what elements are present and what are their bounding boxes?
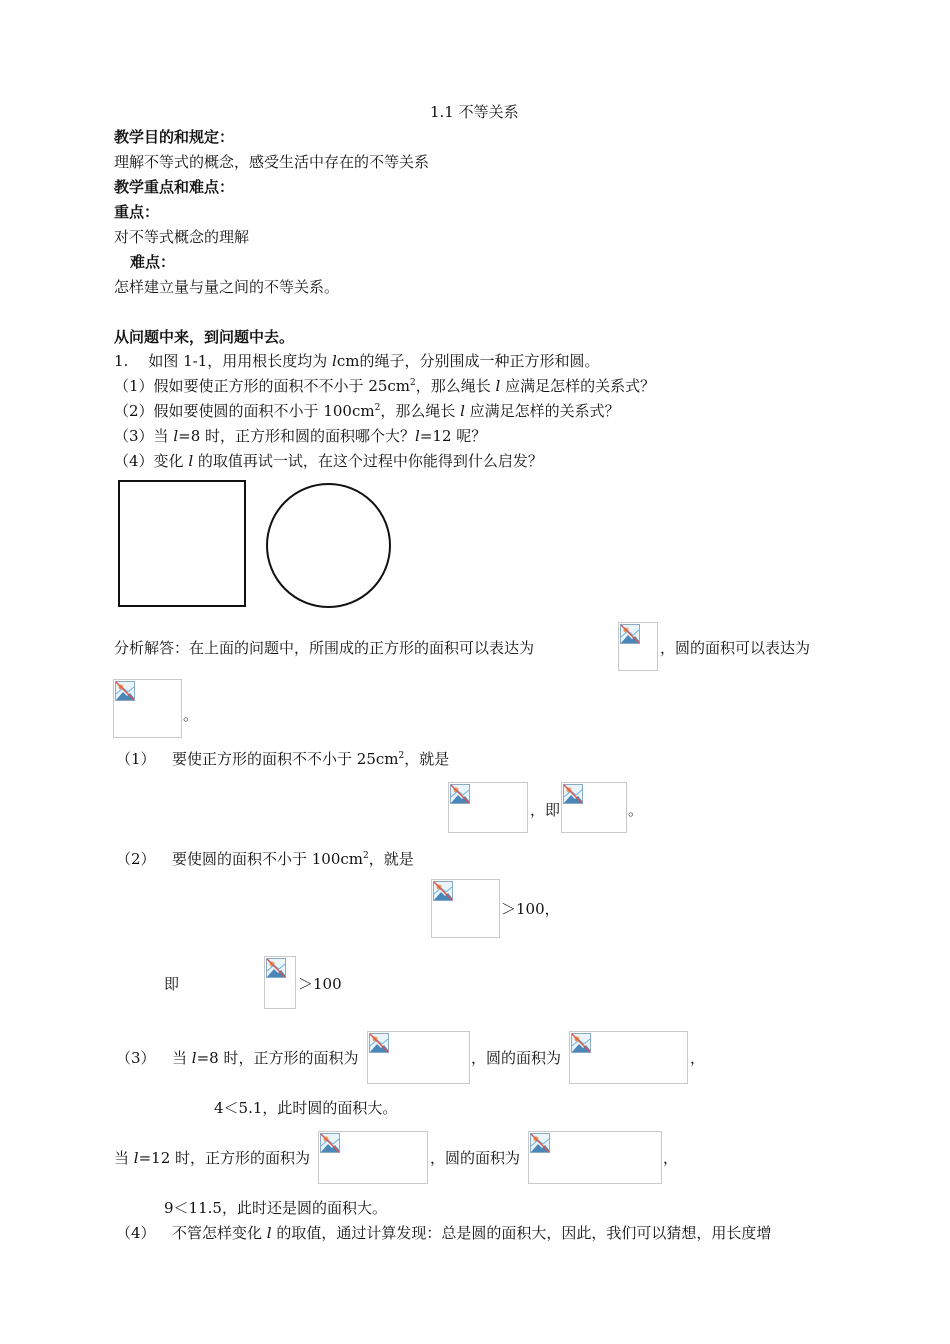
q1-text-b: ，那么绳长 bbox=[415, 377, 496, 395]
answer-3-label: （3） bbox=[116, 1049, 156, 1067]
a1-sup: 2 bbox=[398, 751, 405, 761]
answer-4-label: （4） bbox=[116, 1224, 156, 1242]
problem-intro bbox=[114, 351, 599, 371]
a2-text: 要使圆的面积不小于 100cm bbox=[172, 850, 364, 868]
broken-image-icon bbox=[433, 881, 453, 901]
q2-sup: 2 bbox=[374, 403, 381, 413]
q4-text: （4）变化 bbox=[114, 452, 189, 470]
a3b-text-b: =12 时，正方形的面积为 bbox=[138, 1149, 311, 1167]
square-area-formula-image bbox=[618, 622, 658, 671]
inequality-2-image bbox=[431, 879, 500, 938]
broken-image-icon bbox=[530, 1133, 550, 1153]
answer-3b-comma: ， bbox=[663, 1149, 679, 1167]
var-l: l bbox=[460, 402, 465, 420]
analysis-line-1: 分析解答：在上面的问题中，所围成的正方形的面积可以表达为 bbox=[114, 639, 535, 657]
difficulty-text: 怎样建立量与量之间的不等关系。 bbox=[114, 278, 340, 296]
var-l: l bbox=[266, 1224, 272, 1242]
a3-text-b: =8 时，正方形的面积为 bbox=[196, 1049, 359, 1067]
broken-image-icon bbox=[369, 1033, 389, 1053]
q1-sup: 2 bbox=[410, 378, 416, 388]
difficulty-heading: 难点： bbox=[130, 253, 176, 271]
square-area-l8-image bbox=[367, 1031, 470, 1084]
square-figure bbox=[118, 480, 246, 607]
answer-3b-circle: ，圆的面积为 bbox=[430, 1149, 521, 1167]
answer-3-compare: 4＜5.1，此时圆的面积大。 bbox=[214, 1099, 398, 1117]
circle-area-l12-image bbox=[528, 1131, 662, 1184]
question-1 bbox=[114, 376, 655, 396]
answer-2-ji: 即 bbox=[164, 975, 180, 993]
broken-image-icon bbox=[571, 1033, 591, 1053]
a1-text-b: ，就是 bbox=[404, 750, 450, 768]
answer-1-end: 。 bbox=[628, 801, 644, 819]
a4-text: 不管怎样变化 bbox=[172, 1224, 267, 1242]
q2-text: （2）假如要使圆的面积不小于 100cm bbox=[114, 402, 375, 420]
goals-heading: 教学目的和规定： bbox=[114, 128, 235, 146]
circle-area-formula-image bbox=[113, 679, 182, 738]
inequality-2-solution-image bbox=[264, 956, 296, 1009]
answer-4-text bbox=[172, 1223, 771, 1243]
problem-intro-text: 如图 1-1，用用根长度均为 bbox=[148, 352, 333, 370]
answer-1-label: （1） bbox=[116, 750, 156, 768]
goals-text: 理解不等式的概念，感受生活中存在的不等关系 bbox=[114, 153, 430, 171]
var-l: l bbox=[415, 427, 420, 445]
analysis-line-2-end: 。 bbox=[183, 706, 199, 724]
broken-image-icon bbox=[320, 1133, 340, 1153]
q3-text-b: =8 时，正方形和圆的面积哪个大？ bbox=[178, 427, 416, 445]
answer-2-gt2: ＞100 bbox=[298, 975, 342, 993]
answer-1-ji: ，即 bbox=[530, 801, 561, 819]
q3-text: （3）当 bbox=[114, 427, 174, 445]
key-text: 对不等式概念的理解 bbox=[114, 228, 250, 246]
a2-text-b: ，就是 bbox=[368, 850, 414, 868]
var-l: l bbox=[495, 377, 501, 395]
q2-text-b: ，那么绳长 bbox=[380, 402, 461, 420]
var-l: l bbox=[173, 427, 179, 445]
a2-sup: 2 bbox=[363, 851, 369, 861]
var-l: l bbox=[188, 452, 194, 470]
answer-1-text bbox=[172, 749, 449, 769]
square-area-l12-image bbox=[318, 1131, 428, 1184]
problem-intro-text-b: cm的绳子，分别围成一种正方形和圆。 bbox=[336, 352, 600, 370]
question-4 bbox=[114, 451, 543, 471]
inequality-1-image bbox=[448, 782, 528, 833]
q3-text-c: =12 呢？ bbox=[419, 427, 487, 445]
var-l: l bbox=[332, 352, 337, 370]
a1-text: 要使正方形的面积不不小于 25cm bbox=[172, 750, 399, 768]
answer-2-label: （2） bbox=[116, 850, 156, 868]
broken-image-icon bbox=[450, 784, 470, 804]
answer-2-gt: ＞100， bbox=[501, 900, 560, 918]
a3-text: 当 bbox=[172, 1049, 192, 1067]
focus-heading: 教学重点和难点： bbox=[114, 178, 235, 196]
answer-3-comma: ， bbox=[690, 1049, 706, 1067]
answer-2-text bbox=[172, 849, 414, 869]
a4-text-b: 的取值，通过计算发现：总是圆的面积大，因此，我们可以猜想，用长度增 bbox=[271, 1224, 772, 1242]
q4-text-b: 的取值再试一试，在这个过程中你能得到什么启发？ bbox=[193, 452, 543, 470]
circle-area-l8-image bbox=[569, 1031, 688, 1084]
var-l: l bbox=[133, 1149, 139, 1167]
question-2 bbox=[114, 401, 620, 421]
inequality-1-solution-image bbox=[561, 782, 627, 833]
problem-number: 1. bbox=[114, 352, 129, 370]
broken-image-icon bbox=[563, 784, 583, 804]
q1-text-c: 应满足怎样的关系式？ bbox=[500, 377, 656, 395]
a3b-text: 当 bbox=[114, 1149, 134, 1167]
broken-image-icon bbox=[620, 624, 640, 644]
answer-3-circle: ，圆的面积为 bbox=[471, 1049, 562, 1067]
page-title: 1.1 不等关系 bbox=[430, 103, 519, 121]
answer-3-text bbox=[172, 1048, 358, 1068]
broken-image-icon bbox=[266, 958, 286, 978]
question-3 bbox=[114, 426, 486, 446]
key-heading: 重点： bbox=[114, 203, 160, 221]
analysis-line-1b: ，圆的面积可以表达为 bbox=[660, 639, 811, 657]
circle-figure bbox=[266, 483, 391, 608]
q2-text-c: 应满足怎样的关系式？ bbox=[464, 402, 620, 420]
var-l: l bbox=[191, 1049, 197, 1067]
broken-image-icon bbox=[115, 681, 135, 701]
q1-text: （1）假如要使正方形的面积不不小于 25cm bbox=[114, 377, 411, 395]
section-heading: 从问题中来，到问题中去。 bbox=[114, 328, 295, 346]
answer-3b-text bbox=[114, 1148, 310, 1168]
answer-3b-compare: 9＜11.5，此时还是圆的面积大。 bbox=[164, 1199, 387, 1217]
